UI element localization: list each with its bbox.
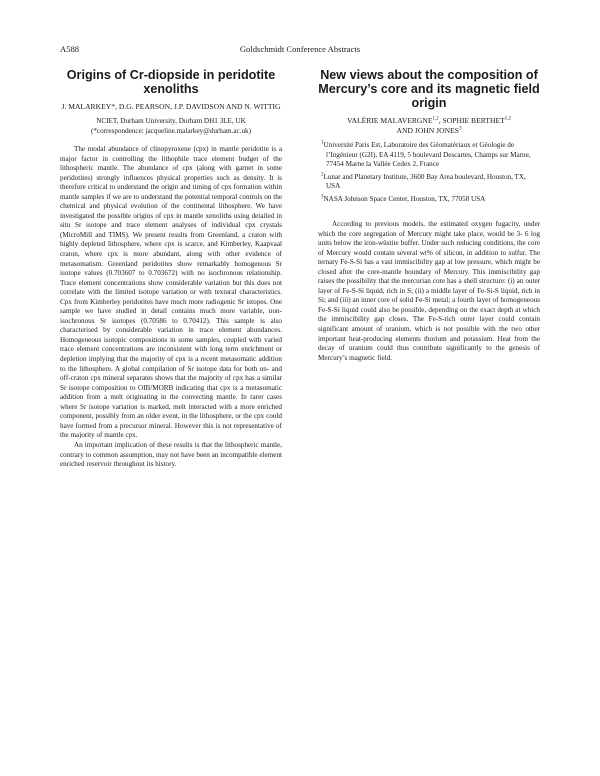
correspondence-text: (*correspondence: jacqueline.malarkey@durham.ac.uk) [90, 126, 252, 135]
affiliation-text: NCIET, Durham University, Durham DH1 3LE, UK [96, 117, 246, 125]
author-superscript: 1,2 [504, 116, 512, 122]
affiliation-number: 2 [321, 172, 324, 178]
author-superscript: 1,2 [432, 116, 439, 122]
left-article [60, 68, 282, 470]
left-paragraph-2: An important implication of these results is that the lithospheric mantle, contrary to common assumption, may not have been an incompatible element enriched reservoir throughout its history. [60, 440, 282, 469]
author-superscript: 3 [458, 126, 462, 132]
right-article-title: New views about the composition of Mercury’s core and its magnetic field origin [318, 68, 540, 110]
author-name: JOHN JONES [414, 126, 459, 135]
journal-name: Goldschmidt Conference Abstracts [239, 44, 361, 54]
affiliation-item [318, 195, 540, 205]
left-article-authors: J. MALARKEY*, D.G. PEARSON, J.P. DAVIDSON AND N. WITTIG [61, 102, 281, 111]
author-conjunction: AND [396, 126, 413, 135]
affiliation-number: 1 [321, 140, 324, 146]
affiliation-item [318, 141, 540, 170]
left-article-title: Origins of Cr-diopside in peridotite xenoliths [66, 68, 276, 96]
right-paragraph-1: According to previous models, the estimated oxygen fugacity, under which the core segregation of Mercury might take place, would be 3- 6 log units below the iron-wüstite buffer. Under such reducing conditions, the core of Mercury would contain several wt% of silicon, in addition to sulfur. The ternary Fe-S-Si has a vast immiscibility gap at low pressure, which might be closed after the core-mantle boundary of Mercury. This immiscibility gap raises the possibility that the mercurian core has a shell structure: (i) an outer layer of Fe-S-Si liquid, rich in S; (ii) a middle layer of Fe-Si-S liquid, rich in Si; and (iii) an inner core of solid Fe-Si metal; a fourth layer of homogeneous Fe-S-Si liquid could also be possible, depending on the exact depth at which the immiscibility gap closes. The Fe-S-rich outer layer could contain significant amount of uranium, which is not possible with the two other important heat-producing elements thorium and potassium. Heat from the decay of uranium could thus contribute significantly to the genesis of Mercury’s magnetic field. [318, 220, 540, 362]
affiliation-item [318, 173, 540, 192]
page-header [60, 44, 540, 58]
right-article-authors: VALÉRIE MALAVERGNE$^{1,2}$, SOPHIE BERTHET$^{1,2}$ AND JOHN JONES$^3$ [346, 116, 512, 135]
author-name: VALÉRIE MALAVERGNE [346, 116, 433, 125]
left-paragraph-1: The modal abundance of clinopyroxene (cpx) in mantle peridotite is a major factor in controlling the lithophile trace element budget of the lithospheric mantle. The abundance of cpx (along with garnet in some peridotites) strongly influences physical properties such as density. It is therefore critical to understand the origin and timing of cpx formation within mantle samples if we are to understand the potential temporal controls on the chemical and physical evolution of the continental lithosphere. We have investigated the possible origins of cpx in mantle xenoliths using detailed in situ Sr isotope and trace element analyses of individual cpx crystals (MicroMill and TIMS). We present results from Greenland, a craton with highly depleted lithosphere, where cpx is scarce, and Kimberley, Kaapvaal craton, where cpx is more abundant, along with other evidence of metasomatism. Greenland peridotites show remarkably homogenous Sr isotope values (0.703607 to 0.703672) with no isochronous relationship. Trace element concentrations show considerable variation but this does not correlate with the limited isotope variation or with textural characteristics. Cpx from Kimberley peridotites have much more radiogenic Sr istopes. One sample we have studied in detail contains much more variable, non-isochronous Sr isotopes (0.70586 to 0.70412). This sample is also characterised by considerable variation in trace element abundances. Homogeneous isotopic compositions in some samples, coupled with varied trace element concentrations are inconsistent with long term enrichment or depletion implying that the majority of cpx is a recent metasomatic addition to the lithosphere. A global compilation of Sr isotope data for both on- and off-craton cpx mineral separates shows that the majority of cpx has a similar Sr isotope composition to OIB/MORB indicating that cpx is a metasomatic addition from a melt originating in the convecting mantle. In rarer cases where Sr isotope variation is marked, melt interacted with a more enriched component, possibly from an older event, in the lithosphere, or the cpx could have formed from a precursor mineral. However this is not representative of the majority of mantle cpx. [60, 145, 282, 440]
affiliation-text: NASA Johnson Space Center, Houston, TX, 77058 USA [323, 194, 486, 203]
right-article-affiliations [318, 141, 540, 204]
right-article-body [318, 220, 540, 363]
affiliation-number: 3 [321, 194, 324, 200]
right-article [318, 68, 540, 363]
page-number: A588 [60, 44, 80, 54]
author-name: SOPHIE BERTHET [442, 116, 505, 125]
left-article-body [60, 145, 282, 470]
left-article-affiliation [60, 117, 282, 136]
affiliation-text: Lunar and Planetary Institute, 3600 Bay Area boulevard, Houston, TX, USA [323, 172, 526, 190]
affiliation-text: Université Paris Est, Laboratoire des Géomatériaux et Géologie de l’Ingénieur (G2I), EA 4119, 5 boulevard Descartes, Champs sur Marne, 77454 Marne la Vallée Cedex 2, France [323, 141, 531, 168]
